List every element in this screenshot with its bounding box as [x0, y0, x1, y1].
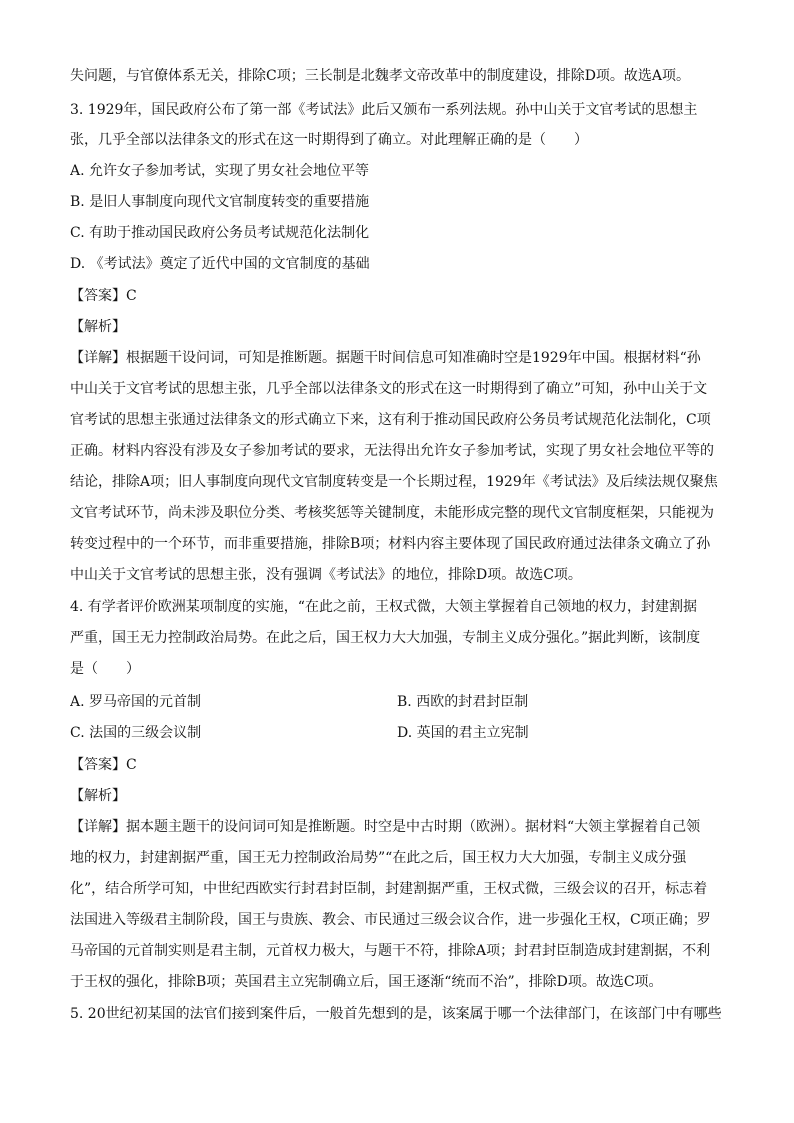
explanation-line: 马帝国的元首制实则是君主制，元首权力极大，与题干不符，排除A项；封君封臣制造成封建割据，不利	[70, 943, 711, 959]
analysis-label: 【解析】	[70, 319, 126, 335]
explanation-line: 地的权力，封建割据严重，国王无力控制政治局势”“在此之后，国王权力大大加强，专制主义成分强	[70, 850, 687, 866]
explanation-line: 中山关于文官考试的思想主张，几乎全部以法律条文的形式在这一时期得到了确立”可知，孙中山关于文	[70, 381, 708, 397]
explanation-line: 【详解】根据题干设问词，可知是推断题。据题干时间信息可知准确时空是1929年中国。根据材料“孙	[70, 350, 701, 366]
question-3-stem: 3. 1929年，国民政府公布了第一部《考试法》此后又颁布一系列法规。孙中山关于文官考试的思想主	[70, 102, 698, 118]
option-b: B. 是旧人事制度向现代文官制度转变的重要措施	[70, 194, 370, 210]
analysis-label: 【解析】	[70, 788, 126, 804]
explanation-line: 转变过程中的一个环节，而非重要措施，排除B项；材料内容主要体现了国民政府通过法律条文确立了孙	[70, 536, 711, 552]
explanation-line: 中山关于文官考试的思想主张，没有强调《考试法》的地位，排除D项。故选C项。	[70, 567, 582, 583]
answer-label: 【答案】C	[70, 288, 137, 304]
explanation-line: 法国进入等级君主制阶段，国王与贵族、教会、市民通过三级会议合作，进一步强化王权，C项正确；罗	[70, 912, 711, 928]
option-c: C. 有助于推动国民政府公务员考试规范化法制化	[70, 225, 370, 241]
text-line: 张，几乎全部以法律条文的形式在这一时期得到了确立。对此理解正确的是（ ）	[70, 132, 588, 148]
option-d: D. 《考试法》奠定了近代中国的文官制度的基础	[70, 256, 370, 272]
text-line: 严重，国王无力控制政治局势。在此之后，国王权力大大加强，专制主义成分强化。”据此判断，该制度	[70, 630, 701, 646]
answer-label: 【答案】C	[70, 757, 137, 773]
q4-option-d: D. 英国的君主立宪制	[397, 725, 529, 741]
text-line: 失问题，与官僚体系无关，排除C项；三长制是北魏孝文帝改革中的制度建设，排除D项。故选A项。	[70, 68, 691, 84]
q4-option-a: A. 罗马帝国的元首制	[70, 694, 202, 710]
explanation-line: 文官考试环节，尚未涉及职位分类、考核奖惩等关键制度，未能形成完整的现代文官制度框架，只能视为	[70, 505, 714, 521]
q4-option-c: C. 法国的三级会议制	[70, 725, 202, 741]
explanation-line: 官考试的思想主张通过法律条文的形式确立下来，这有利于推动国民政府公务员考试规范化法制化，C项	[70, 412, 711, 428]
text-line: 是（ ）	[70, 661, 140, 677]
explanation-line: 正确。材料内容没有涉及女子参加考试的要求，无法得出允许女子参加考试，实现了男女社会地位平等的	[70, 443, 714, 459]
question-5-stem: 5. 20世纪初某国的法官们接到案件后，一般首先想到的是，该案属于哪一个法律部门，在该部门中有哪些	[70, 1006, 722, 1022]
question-4-stem: 4. 有学者评价欧洲某项制度的实施，“在此之前，王权式微，大领主掌握着自己领地的权力，封建割据	[70, 599, 697, 615]
option-a: A. 允许女子参加考试，实现了男女社会地位平等	[70, 163, 370, 179]
explanation-line: 化”，结合所学可知，中世纪西欧实行封君封臣制，封建割据严重，王权式微，三级会议的召开，标志着	[70, 881, 708, 897]
explanation-line: 结论，排除A项；旧人事制度向现代文官制度转变是一个长期过程，1929年《考试法》及后续法规仅聚焦	[70, 474, 718, 490]
q4-option-b: B. 西欧的封君封臣制	[397, 694, 529, 710]
explanation-line: 【详解】据本题主题干的设问词可知是推断题。时空是中古时期（欧洲）。据材料“大领主掌握着自己领	[70, 819, 701, 835]
explanation-line: 于王权的强化，排除B项；英国君主立宪制确立后，国王逐渐“统而不治”，排除D项。故选C项。	[70, 974, 663, 990]
